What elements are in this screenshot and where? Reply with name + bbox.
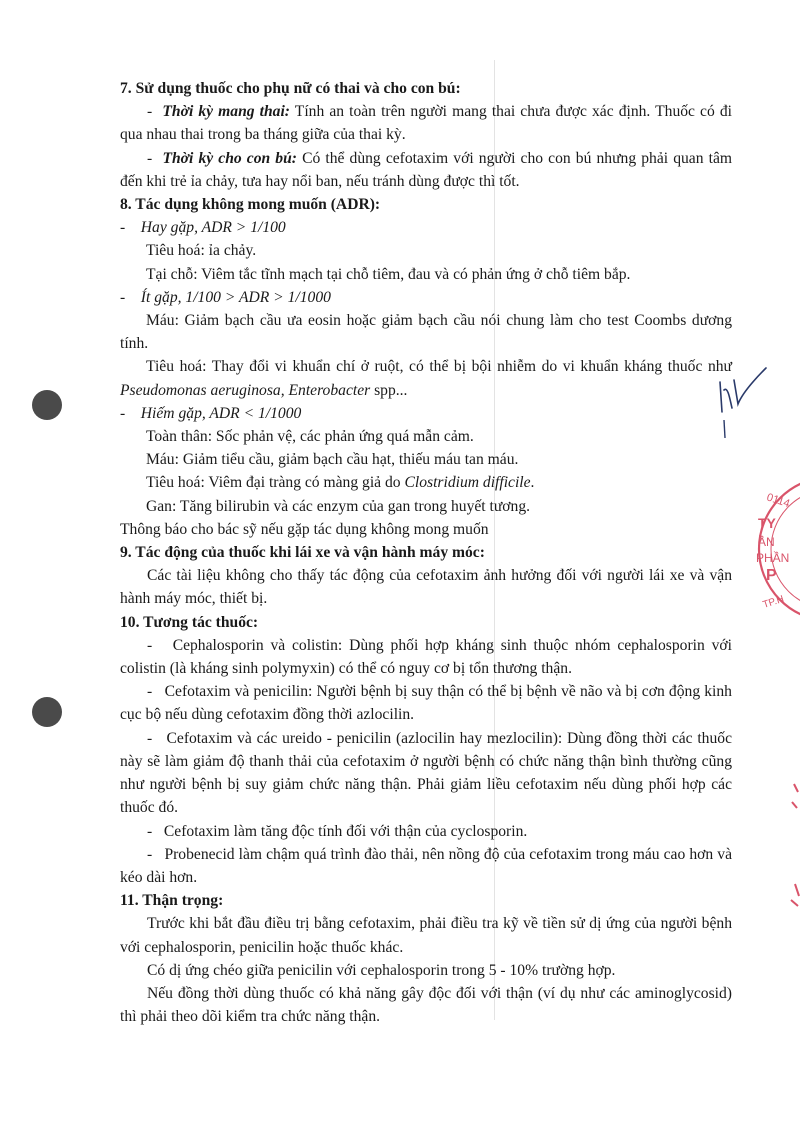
adr-rare-systemic: Toàn thân: Sốc phản vệ, các phản ứng quá mẫn cảm. [146, 428, 474, 446]
adr-notice: Thông báo cho bác sỹ nếu gặp tác dụng không mong muốn [120, 520, 489, 538]
adr-rare-blood: Máu: Giảm tiểu cầu, giảm bạch cầu hạt, thiếu máu tan máu. [146, 451, 519, 469]
precaution-paragraph: Có dị ứng chéo giữa penicilin với cephalosporin trong 5 - 10% trường hợp. [147, 961, 616, 979]
breastfeeding-text: Có thể dùng cefotaxim với người cho con bú nhưng phải quan tâm đến khi trẻ ỉa chảy, tưa hay nổi ban, nếu tránh dùng được thì tốt. [120, 149, 733, 190]
stamp-text: TY [758, 515, 776, 531]
punch-hole [32, 390, 62, 420]
stamp-text: TP.H [761, 593, 786, 611]
interaction-item: - Cefotaxim làm tăng độc tính đối với thận của cyclosporin. [147, 822, 528, 840]
driving-paragraph: Các tài liệu không cho thấy tác động của cefotaxim ảnh hưởng đối với người lái xe và vận hành máy móc, thiết bị. [120, 567, 732, 608]
punch-hole [32, 697, 62, 727]
stamp-text: PHẦN [756, 551, 790, 565]
interaction-item: - Probenecid làm chậm quá trình đào thải, nên nồng độ của cefotaxim trong máu cao hơn và kéo dài hơn. [120, 845, 732, 886]
adr-common-heading: - Hay gặp, ADR > 1/100 [120, 219, 286, 237]
interaction-item: - Cefotaxim và penicilin: Người bệnh bị suy thận có thể bị bệnh về não và bị cơn động kinh cục bộ nếu dùng cefotaxim đồng thời azlocilin. [120, 683, 732, 724]
adr-rare-liver: Gan: Tăng bilirubin và các enzym của gan trong huyết tương. [146, 497, 531, 515]
stamp-text: ẦN [758, 535, 775, 549]
interaction-item: - Cefotaxim và các ureido - penicilin (azlocilin hay mezlocilin): Dùng đồng thời các thuốc này sẽ làm giảm độ thanh thải của cefotaxim ở người bệnh có chức năng thận bình thường cũng như người bệnh bị suy giảm chức năng thận. Phải giảm liều cefotaxim nếu dùng phối hợp các thuốc đó. [120, 729, 732, 817]
adr-rare-gi: Tiêu hoá: Viêm đại tràng có màng giả do Clostridium difficile. [146, 474, 535, 492]
adr-uncommon-heading: - Ít gặp, 1/100 > ADR > 1/1000 [120, 288, 331, 306]
pregnancy-text: Tính an toàn trên người mang thai chưa được xác định. Thuốc có đi qua nhau thai trong ba tháng giữa của thai kỳ. [120, 103, 732, 144]
adr-uncommon-gi: Tiêu hoá: Thay đổi vi khuẩn chí ở ruột, có thể bị bội nhiễm do vi khuẩn kháng thuốc như Pseudomonas aeruginosa, Enterobacter spp... [120, 358, 732, 399]
stamp-text: P [766, 567, 777, 584]
precaution-paragraph: Trước khi bắt đầu điều trị bằng cefotaxim, phải điều tra kỹ về tiền sử dị ứng của người bệnh với cephalosporin, penicilin hoặc thuốc khác. [120, 915, 732, 956]
precaution-paragraph: Nếu đồng thời dùng thuốc có khả năng gây độc đối với thận (ví dụ như các aminoglycosid) thì phải theo dõi kiểm tra chức năng thận. [120, 984, 732, 1026]
breastfeeding-label: Thời kỳ cho con bú: [162, 149, 297, 167]
section-9-title: 9. Tác động của thuốc khi lái xe và vận hành máy móc: [120, 544, 485, 562]
breastfeeding-paragraph: - Thời kỳ cho con bú: Có thể dùng cefotaxim với người cho con bú nhưng phải quan tâm đến khi trẻ ỉa chảy, tưa hay nổi ban, nếu tránh dùng được thì tốt. [120, 149, 733, 190]
interaction-item: - Cephalosporin và colistin: Dùng phối hợp kháng sinh thuộc nhóm cephalosporin với colistin (là kháng sinh polymyxin) có thể có nguy cơ bị tổn thương thận. [120, 636, 732, 678]
section-8-title: 8. Tác dụng không mong muốn (ADR): [120, 196, 381, 214]
edge-ink-marks [786, 780, 800, 910]
section-11-title: 11. Thận trọng: [120, 892, 224, 910]
adr-common-gi: Tiêu hoá: ỉa chảy. [146, 242, 257, 260]
adr-common-local: Tại chỗ: Viêm tắc tĩnh mạch tại chỗ tiêm, đau và có phản ứng ở chỗ tiêm bắp. [146, 265, 631, 283]
stamp-text: 0114 [765, 491, 792, 511]
handwritten-signature [712, 360, 772, 440]
section-10-title: 10. Tương tác thuốc: [120, 613, 259, 631]
company-stamp [756, 474, 800, 624]
pregnancy-paragraph: - Thời kỳ mang thai: Tính an toàn trên người mang thai chưa được xác định. Thuốc có đi qua nhau thai trong ba tháng giữa của thai kỳ. [120, 103, 732, 144]
adr-rare-heading: - Hiếm gặp, ADR < 1/1000 [120, 404, 302, 422]
document-body [120, 77, 732, 1028]
section-7-title: 7. Sử dụng thuốc cho phụ nữ có thai và cho con bú: [120, 80, 461, 97]
pregnancy-label: Thời kỳ mang thai: [162, 103, 290, 121]
adr-uncommon-blood: Máu: Giảm bạch cầu ưa eosin hoặc giảm bạch cầu nói chung làm cho test Coombs dương tính. [120, 312, 732, 353]
